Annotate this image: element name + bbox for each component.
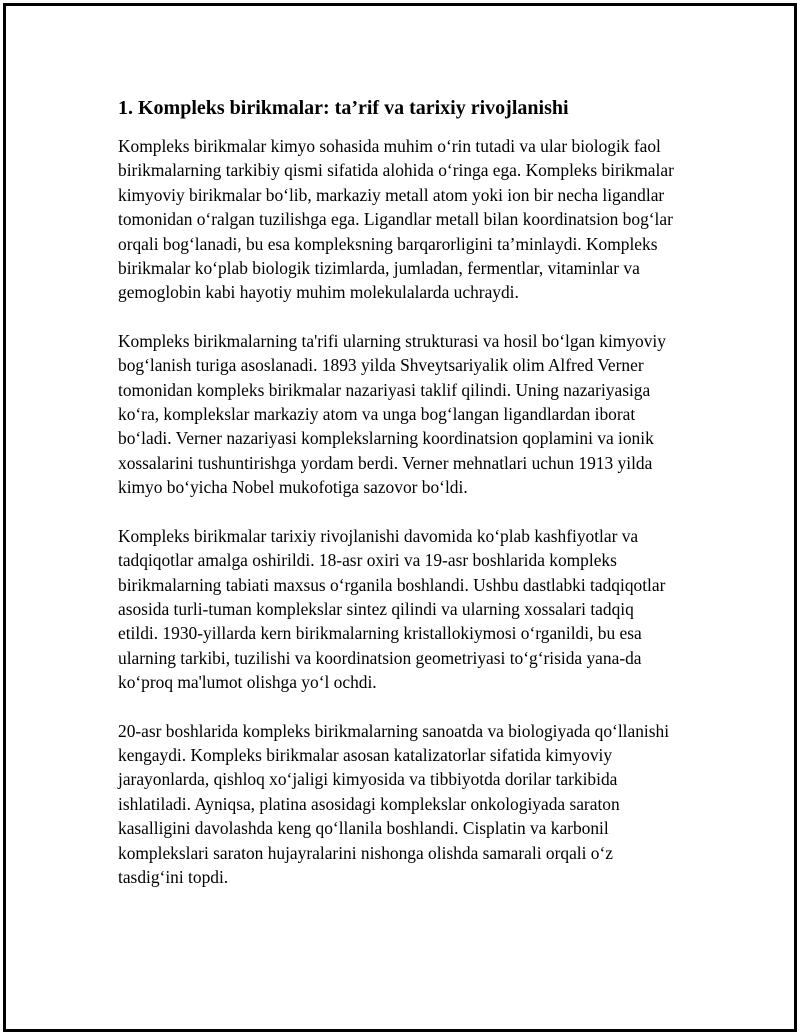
paragraph-3: Kompleks birikmalar tarixiy rivojlanishi davomida ko‘plab kashfiyotlar va tadqiqotlar amalga oshirildi. 18-asr oxiri va 19-asr boshlarida kompleks birikmalarning tabiati maxsus o‘rganila boshlandi. Ushbu dastlabki tadqiqotlar asosida turli-tuman komplekslar sintez qilindi va ularning xossalari tadqiq etildi. 1930-yillarda kern birikmalarning kristallokiymosi o‘rganildi, bu esa ularning tarkibi, tuzilishi va koordinatsion geometriyasi to‘g‘risida yana-da ko‘proq ma'lumot olishga yo‘l ochdi. bbox=[118, 525, 666, 693]
section-heading: 1. Kompleks birikmalar: ta’rif va tarixiy rivojlanishi bbox=[118, 97, 569, 119]
paragraph-1: Kompleks birikmalar kimyo sohasida muhim o‘rin tutadi va ular biologik faol birikmalarning tarkibiy qismi sifatida alohida o‘ringa ega. Kompleks birikmalar kimyoviy birikmalar bo‘lib, markaziy metall atom yoki ion bir necha ligandlar tomonidan o‘ralgan tuzilishga ega. Ligandlar metall bilan koordinatsion bog‘lar orqali bog‘lanadi, bu esa kompleksning barqarorligini ta’minlaydi. Kompleks birikmalar ko‘plab biologik tizimlarda, jumladan, fermentlar, vitaminlar va gemoglobin kabi hayotiy muhim molekulalarda uchraydi. bbox=[118, 136, 674, 303]
document-body bbox=[118, 96, 678, 913]
paragraph-4: 20-asr boshlarida kompleks birikmalarning sanoatda va biologiyada qo‘llanishi kengaydi. Kompleks birikmalar asosan katalizatorlar sifatida kimyoviy jarayonlarda, qishloq xo‘jaligi kimyosida va tibbiyotda dorilar tarkibida ishlatiladi. Ayniqsa, platina asosidagi komplekslar onkologiyada saraton kasalligini davolashda keng qo‘llanila boshlandi. Cisplatin va karbonil komplekslari saraton hujayralarini nishonga olishda samarali orqali o‘z tasdig‘ini topdi. bbox=[118, 720, 670, 887]
paragraph-2: Kompleks birikmalarning ta'rifi ularning strukturasi va hosil bo‘lgan kimyoviy bog‘lanish turiga asoslanadi. 1893 yilda Shveytsariyalik olim Alfred Verner tomonidan kompleks birikmalar nazariyasi taklif qilindi. Uning nazariyasiga ko‘ra, komplekslar markaziy atom va unga bog‘langan ligandlardan iborat bo‘ladi. Verner nazariyasi komplekslarning koordinatsion qoplamini va ionik xossalarini tushuntirishga yordam berdi. Verner mehnatlari uchun 1913 yilda kimyo bo‘yicha Nobel mukofotiga sazovor bo‘ldi. bbox=[118, 330, 666, 498]
